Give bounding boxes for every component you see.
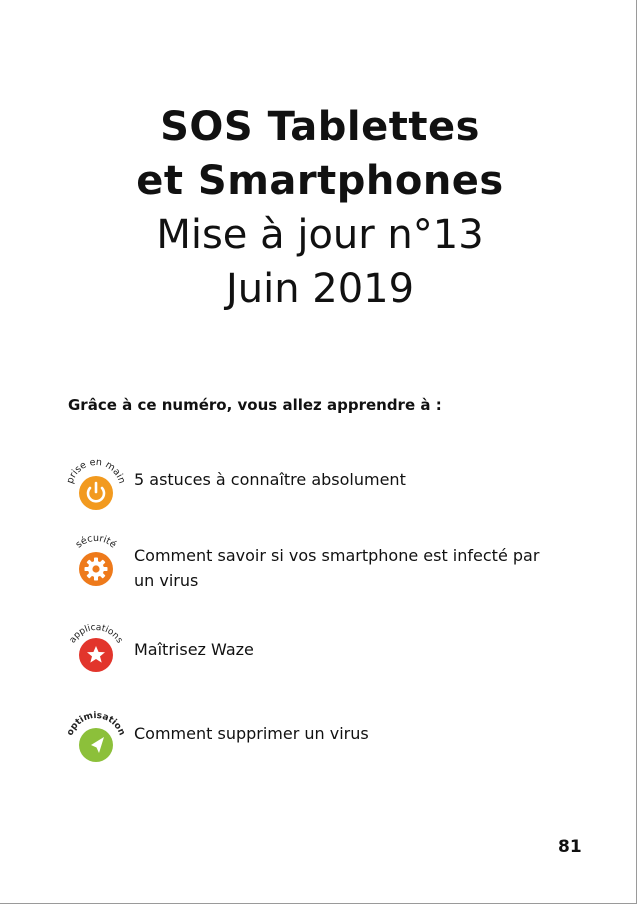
navigation-arrow-icon [64,703,128,767]
power-icon [64,455,128,519]
list-item-prise-en-main [64,455,564,519]
list-item-applications [64,617,564,681]
badge-label: sécurité [73,532,119,551]
intro-text: Grâce à ce numéro, vous allez apprendre à : [68,396,442,414]
badge-label: optimisation [65,710,127,738]
page-number: 81 [558,837,582,857]
star-icon [64,617,128,681]
list-item-securite [64,531,564,595]
item-text: 5 astuces à connaître absolument [134,470,406,489]
gear-icon [64,531,128,595]
page-title-line-2: et Smartphones [136,158,504,204]
update-date: Juin 2019 [225,266,415,312]
item-text: Maîtrisez Waze [134,640,254,659]
update-number: Mise à jour n°13 [156,212,484,258]
item-text: Comment supprimer un virus [134,724,369,743]
badge-label: applications [67,622,125,646]
item-text: Comment savoir si vos smartphone est infecté par un virus [134,546,540,590]
list-item-optimisation [64,703,564,767]
badge-label: prise en main [64,456,128,486]
page-title-line-1: SOS Tablettes [160,104,480,150]
title-block [0,100,640,316]
